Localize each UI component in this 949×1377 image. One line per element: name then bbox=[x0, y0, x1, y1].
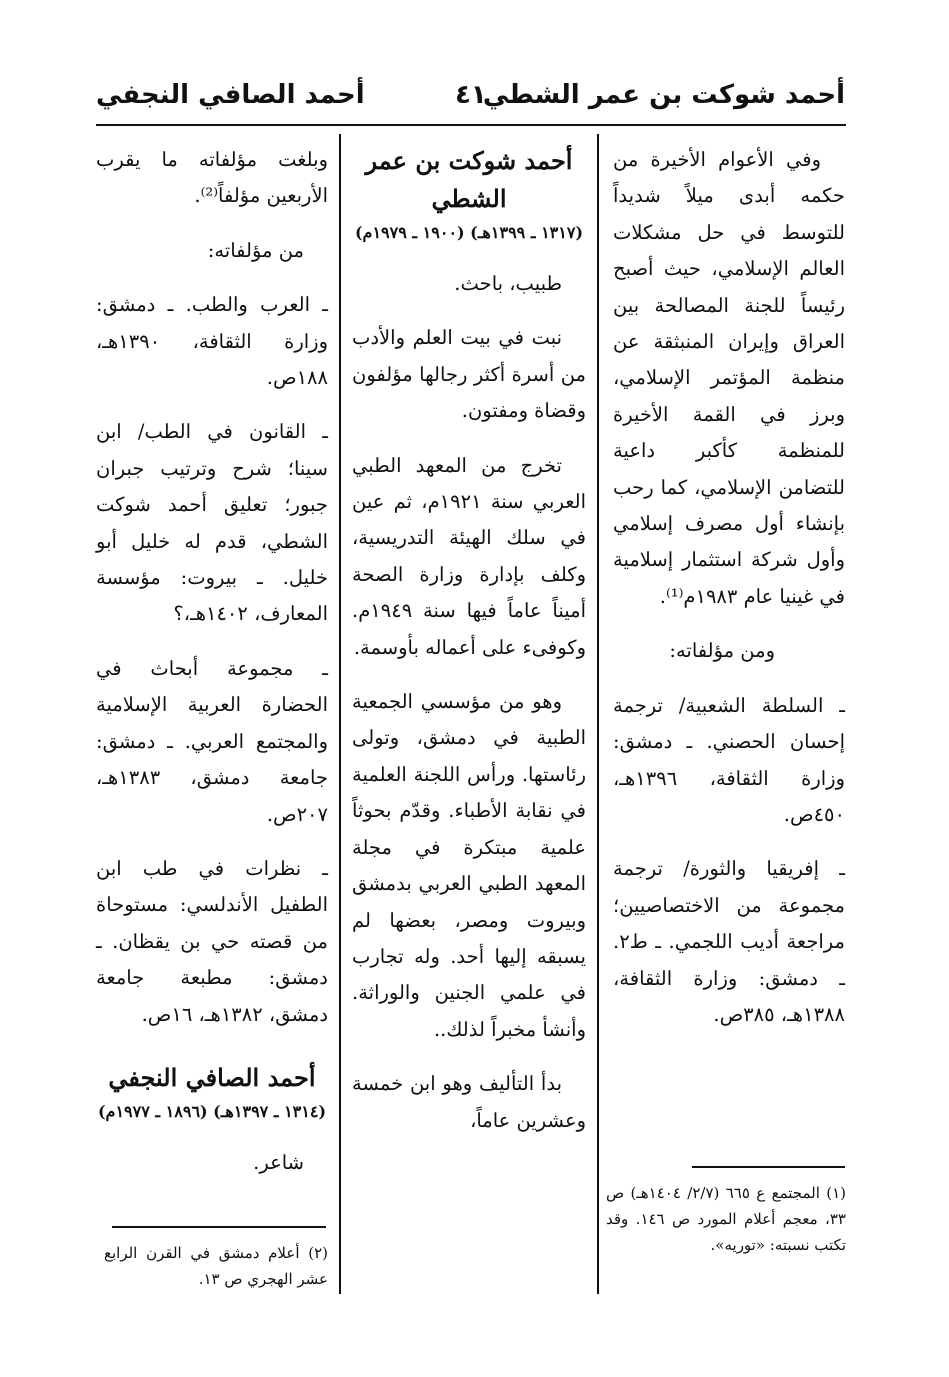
paragraph: بدأ التأليف وهو ابن خمسة وعشرين عاماً، bbox=[352, 1072, 586, 1132]
running-header-left: أحمد الصافي النجفي bbox=[96, 80, 365, 110]
footnote-left bbox=[104, 1240, 328, 1292]
biography-dates: (١٣١٧ ـ ١٣٩٩هـ) (١٩٠٠ ـ ١٩٧٩م) bbox=[354, 223, 584, 242]
work-entry: ـ إفريقيا والثورة/ ترجمة مجموعة من الاختصاصيين؛ مراجعة أديب اللجمي. ـ ط٢. ـ دمشق: وزارة الثقافة، ١٣٨٨هـ، ٣٨٥ص. bbox=[613, 857, 845, 1026]
occupation: طبيب، باحث. bbox=[454, 272, 562, 295]
column-left bbox=[96, 142, 328, 1181]
biography-dates: (١٣١٤ ـ ١٣٩٧هـ) (١٨٩٦ ـ ١٩٧٧م) bbox=[97, 1101, 327, 1121]
column-middle bbox=[352, 142, 586, 1139]
works-heading: ومن مؤلفاته: bbox=[669, 639, 775, 663]
works-heading: من مؤلفاته: bbox=[207, 238, 304, 262]
page-number: ٤١ bbox=[455, 80, 487, 110]
footnote-rule bbox=[692, 1166, 845, 1168]
paragraph: نبت في بيت العلم والأدب من أسرة أكثر رجالها مؤلفون وقضاة ومفتون. bbox=[352, 326, 586, 423]
column-divider-right bbox=[597, 134, 599, 1294]
work-entry: ـ العرب والطب. ـ دمشق: وزارة الثقافة، ١٣٩٠هـ، ١٨٨ص. bbox=[96, 293, 328, 390]
occupation: شاعر. bbox=[253, 1150, 304, 1174]
paragraph: وفي الأعوام الأخيرة من حكمه أبدى ميلاً شديداً للتوسط في حل مشكلات العالم الإسلامي، حيث أصبح رئيساً للجنة المصالحة بين العراق وإيران المنبثقة عن منظمة المؤتمر الإسلامي، وبرز في القمة الأخيرة للمنظمة كأكبر داعية للتضامن الإسلامي، كما رحب بإنشاء أول مصرف إسلامي وأول شركة استثمار إسلامية في غينيا عام ١٩٨٣م⁽¹⁾. bbox=[613, 148, 845, 608]
work-entry: ـ السلطة الشعبية/ ترجمة إحسان الحصني. ـ دمشق: وزارة الثقافة، ١٣٩٦هـ، ٤٥٠ص. bbox=[613, 693, 845, 826]
work-entry: ـ مجموعة أبحاث في الحضارة العربية الإسلامية والمجتمع العربي. ـ دمشق: جامعة دمشق، ١٣٨٣هـ، ٢٠٧ص. bbox=[96, 656, 328, 826]
running-header-right: أحمد شوكت بن عمر الشطي bbox=[482, 80, 845, 110]
work-entry: ـ القانون في الطب/ ابن سينا؛ شرح وترتيب جبران جبور؛ تعليق أحمد شوكت الشطي، قدم له خليل أبو خليل. ـ بيروت: مؤسسة المعارف، ١٤٠٢هـ،؟ bbox=[96, 420, 328, 626]
work-entry: ـ نظرات في طب ابن الطفيل الأندلسي: مستوحاة من قصته حي بن يقظان. ـ دمشق: مطبعة جامعة دمشق، ١٣٨٢هـ، ١٦ص. bbox=[96, 856, 328, 1026]
paragraph: وهو من مؤسسي الجمعية الطبية في دمشق، وتولى رئاستها. ورأس اللجنة العلمية في نقابة الأطباء. وقدّم بحوثاً علمية مبتكرة في مجلة المعهد الطبي العربي بدمشق وبيروت ومصر، بعضها لم يسبقه إليها أحد. وله تجارب في علمي الجنين والوراثة. وأنشأ مخبراً لذلك.. bbox=[352, 690, 586, 1041]
footnote-text: (٢) أعلام دمشق في القرن الرابع عشر الهجري ص ١٣. bbox=[104, 1244, 328, 1288]
column-divider-left bbox=[339, 134, 341, 1294]
paragraph: تخرج من المعهد الطبي العربي سنة ١٩٢١م، ثم عين في سلك الهيئة التدريسية، وكلف بإدارة وزارة الصحة أميناً عاماً فيها سنة ١٩٤٩م. وكوفىء على أعماله بأوسمة. bbox=[352, 453, 586, 659]
footnote-right bbox=[606, 1180, 846, 1258]
paragraph: وبلغت مؤلفاته ما يقرب الأربعين مؤلفاً⁽²⁾. bbox=[96, 148, 328, 208]
biography-title: أحمد الصافي النجفي bbox=[108, 1062, 316, 1092]
column-right bbox=[613, 142, 845, 1033]
footnote-rule bbox=[112, 1226, 326, 1228]
footnote-text: (١) المجتمع ع ٦٦٥ (٢/٧/ ١٤٠٤هـ) ص ٣٣، معجم أعلام المورد ص ١٤٦. وقد تكتب نسبته: «توريه». bbox=[606, 1184, 847, 1254]
header-rule bbox=[96, 124, 846, 126]
biography-title: أحمد شوكت بن عمر الشطي bbox=[365, 146, 573, 213]
